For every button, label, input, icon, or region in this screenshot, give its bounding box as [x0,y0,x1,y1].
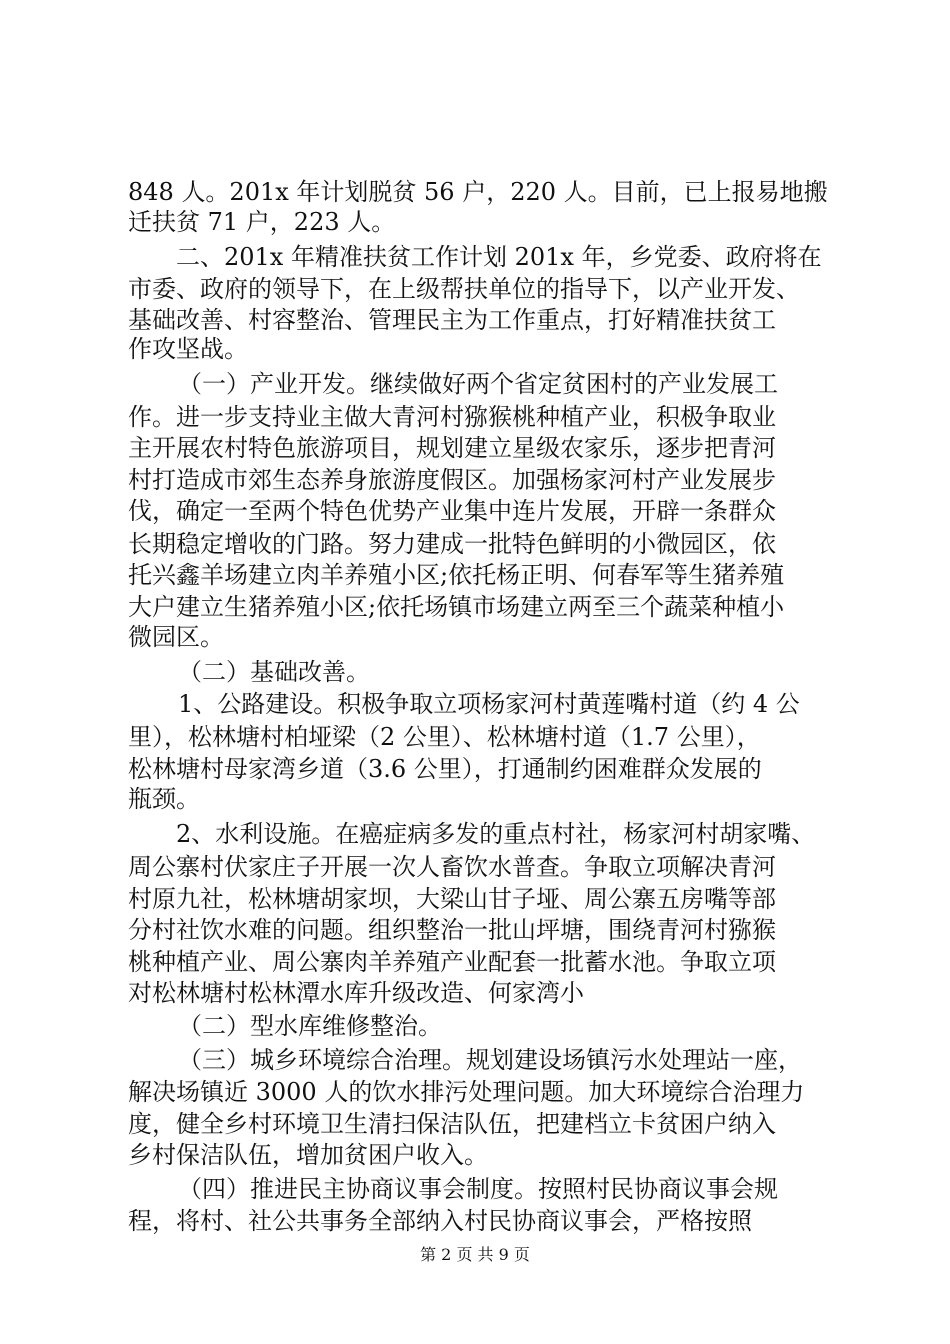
text-line: （二）基础改善。 [178,658,370,686]
text-line: 托兴鑫羊场建立肉羊养殖小区;依托杨正明、何春军等生猪养殖 [128,561,785,589]
text-line: 1、公路建设。积极争取立项杨家河村黄莲嘴村道（约 4 公 [178,690,800,718]
text-line: 二、201x 年精准扶贫工作计划 201x 年，乡党委、政府将在 [176,243,822,271]
text-line: 松林塘村母家湾乡道（3.6 公里），打通制约困难群众发展的 [128,755,762,783]
text-line: 迁扶贫 71 户，223 人。 [128,208,396,236]
text-line: 作。进一步支持业主做大青河村猕猴桃种植产业，积极争取业 [128,403,776,431]
text-line: 848 人。201x 年计划脱贫 56 户，220 人。目前，已上报易地搬 [128,178,828,206]
text-line: 解决场镇近 3000 人的饮水排污处理问题。加大环境综合治理力 [128,1078,805,1106]
text-line: 作攻坚战。 [128,335,248,363]
text-line: 微园区。 [128,623,224,651]
text-line: 程，将村、社公共事务全部纳入村民协商议事会，严格按照 [128,1207,752,1235]
text-line: 村原九社，松林塘胡家坝，大梁山甘子垭、周公寨五房嘴等部 [128,885,776,913]
text-line: 2、水利设施。在癌症病多发的重点村社，杨家河村胡家嘴、 [176,820,816,848]
text-line: 基础改善、村容整治、管理民主为工作重点，打好精准扶贫工 [128,306,776,334]
text-line: 市委、政府的领导下，在上级帮扶单位的指导下，以产业开发、 [128,275,800,303]
text-line: 桃种植产业、周公寨肉羊养殖产业配套一批蓄水池。争取立项 [128,948,776,976]
text-line: 长期稳定增收的门路。努力建成一批特色鲜明的小微园区，依 [128,530,776,558]
text-line: （一）产业开发。继续做好两个省定贫困村的产业发展工 [178,370,778,398]
text-line: 主开展农村特色旅游项目，规划建立星级农家乐，逐步把青河 [128,434,776,462]
text-line: 周公寨村伏家庄子开展一次人畜饮水普查。争取立项解决青河 [128,853,776,881]
text-line: （三）城乡环境综合治理。规划建设场镇污水处理站一座， [178,1046,802,1074]
text-line: 伐，确定一至两个特色优势产业集中连片发展，开辟一条群众 [128,497,776,525]
text-line: 乡村保洁队伍，增加贫困户收入。 [128,1141,488,1169]
text-line: （二）型水库维修整治。 [178,1012,442,1040]
text-line: 对松林塘村松林潭水库升级改造、何家湾小 [128,979,584,1007]
text-line: 大户建立生猪养殖小区;依托场镇市场建立两至三个蔬菜种植小 [128,593,785,621]
text-line: 分村社饮水难的问题。组织整治一批山坪塘，围绕青河村猕猴 [128,916,776,944]
text-line: 里），松林塘村柏垭梁（2 公里）、松林塘村道（1.7 公里）， [128,723,761,751]
text-line: （四）推进民主协商议事会制度。按照村民协商议事会规 [178,1175,778,1203]
text-line: 村打造成市郊生态养身旅游度假区。加强杨家河村产业发展步 [128,466,776,494]
page-footer: 第 2 页 共 9 页 [420,1245,530,1264]
text-line: 瓶颈。 [128,785,200,813]
text-line: 度，健全乡村环境卫生清扫保洁队伍，把建档立卡贫困户纳入 [128,1110,776,1138]
